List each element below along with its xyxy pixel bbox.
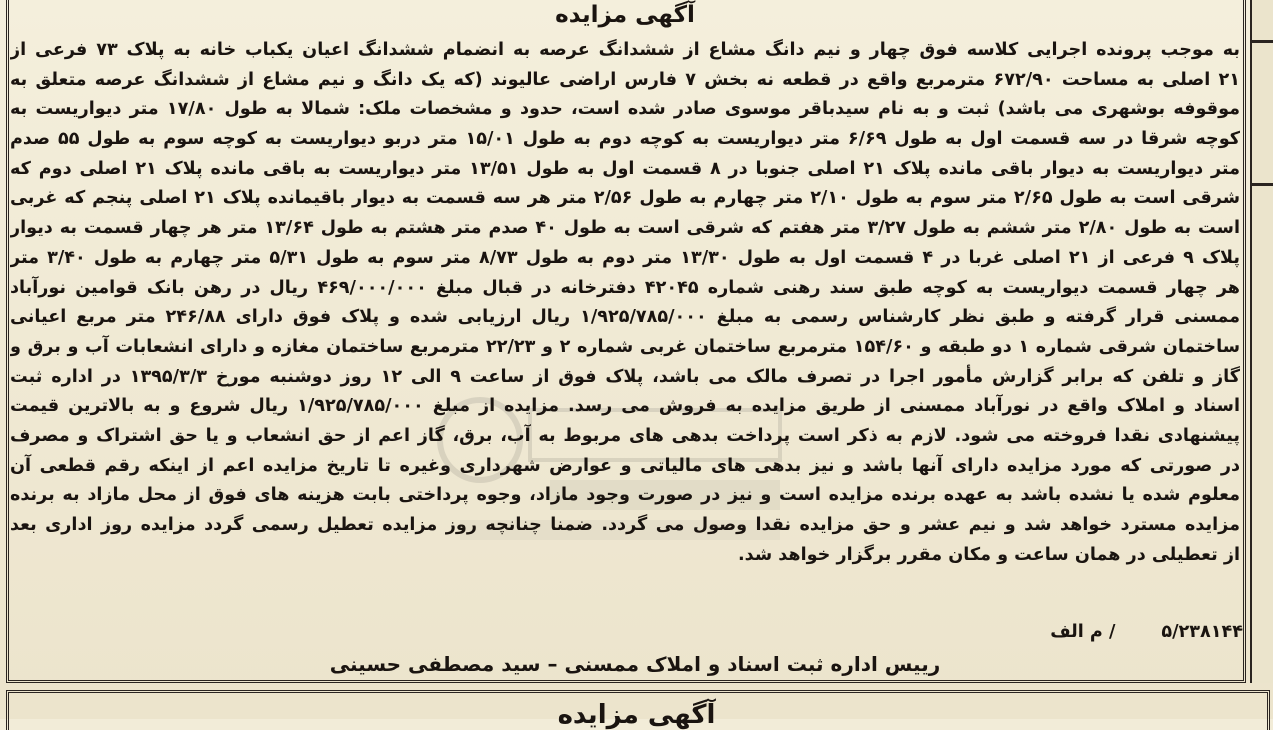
notice-body-line: شرقی است به طول ۲/۶۵ متر سوم به طول ۲/۱۰ متر چهارم به طول ۲/۵۶ متر هر سه قسمت به دیوار باقیمانده پلاک ۲۱ اصلی پنجم که غربی (10, 188, 1240, 209)
next-notice-title: آگهی مزایده (557, 700, 716, 730)
notice-body-line: هر چهار قسمت دیواریست به کوچه طبق سند رهنی شماره ۴۲۰۴۵ دفترخانه در قبال مبلغ ۴۶۹/۰۰۰/۰۰۰ ریال در رهن بانک قوامین نورآباد (10, 277, 1240, 298)
notice-body-line: گاز و تلفن که برابر گزارش مأمور اجرا در تصرف مالک می باشد، پلاک فوق از ساعت ۹ الی ۱۲ روز دوشنبه مورخ ۱۳۹۵/۳/۳ در اداره ثبت (10, 366, 1240, 387)
notice-body (10, 36, 1240, 570)
reference-number: ۱۴۴/ م الف (1050, 622, 1243, 642)
adjacent-column-edge (1250, 0, 1273, 683)
notice-body-line: اسناد و املاک واقع در نورآباد ممسنی از طریق مزایده به فروش می رسد. مزایده از مبلغ ۱/۹۲۵/۷۸۵/۰۰۰ ریال شروع و به بالاترین قیمت (10, 396, 1240, 417)
reference-line (1004, 622, 1243, 642)
notice-body-line: پلاک ۹ فرعی از ۲۱ اصلی غربا در ۴ قسمت اول به طول ۱۳/۳۰ متر دوم به طول ۸/۷۳ متر سوم به طول ۵/۳۱ متر چهارم به طول ۳/۴۰ متر (10, 247, 1240, 268)
signature-line: رییس اداره ثبت اسناد و املاک ممسنی – سید مصطفی حسینی (329, 652, 941, 676)
notice-body-line: ممسنی قرار گرفته و طبق نظر کارشناس رسمی به مبلغ ۱/۹۲۵/۷۸۵/۰۰۰ ریال ارزیابی شده و پلاک فوق دارای ۲۴۶/۸۸ متر مربع اعیانی (10, 307, 1240, 328)
notice-title: آگهی مزایده (555, 2, 695, 28)
reference-code: ۵/۲۳۸ (1161, 622, 1211, 642)
notice-body-line: از تعطیلی در همان ساعت و مکان مقرر برگزار خواهد شد. (737, 544, 1240, 565)
notice-body-line: مزایده مسترد خواهد شد و نیم عشر و حق مزایده نقدا وصول می گردد. ضمنا چنانچه روز مزایده تعطیل رسمی گردد مزایده روز اداری بعد (10, 515, 1240, 535)
notice-body-line: متر دیواریست به دیوار باقی مانده پلاک ۲۱ اصلی جنوبا در ۸ قسمت اول به طول ۱۳/۵۱ متر دیواریست به باقی مانده پلاک ۲۱ اصلی دوم که (10, 158, 1240, 179)
notice-body-line: ۲۱ اصلی به مساحت ۶۷۲/۹۰ مترمربع واقع در قطعه نه بخش ۷ فارس اراضی عالیوند (که یک دانگ و نیم مشاع از ششدانگ عرصه متعلق به (10, 69, 1240, 90)
notice-body-line: است به طول ۲/۸۰ متر ششم به طول ۳/۲۷ متر هفتم که شرقی است به طول ۴۰ صدم متر هشتم به طول ۱۳/۶۴ متر هر چهار قسمت به دیوار (10, 218, 1240, 239)
notice-body-line: ساختمان شرقی شماره ۱ دو طبقه و ۱۵۴/۶۰ مترمربع ساختمان غربی شماره ۲ و ۲۲/۲۳ مترمربع ساختمان مغازه و دارای انشعابات آب و برق و (10, 336, 1240, 357)
notice-body-line: کوچه شرقا در سه قسمت اول به طول ۶/۶۹ متر دیواریست به کوچه دوم به طول ۱۵/۰۱ متر دربو دیواریست به کوچه سوم به طول ۵۵ صدم (10, 129, 1240, 150)
notice-body-line: پیشنهادی نقدا فروخته می شود. لازم به ذکر است پرداخت بدهی های مربوط به آب، برق، گاز اعم از حق انشعاب و یا حق اشتراک و مصرف (10, 425, 1240, 446)
notice-body-line: به موجب پرونده اجرایی کلاسه فوق چهار و نیم دانگ مشاع از ششدانگ عرصه به انضمام ششدانگ اعیان یکباب خانه به پلاک ۷۳ فرعی از (10, 40, 1240, 60)
notice-body-line: موقوفه بوشهری می باشد) ثبت و به نام سیدباقر موسوی صادر شده است، حدود و مشخصات ملک: شمالا به طول ۱۷/۸۰ متر دیواریست به (10, 99, 1240, 120)
notice-body-line: معلوم شده یا نشده باشد به عهده برنده مزایده است و نیز در صورت وجود مازاد، وجوه پرداختی بابت هزینه های فوق از محل مازاد به برنده (10, 485, 1240, 506)
notice-body-line: در صورتی که مورد مزایده دارای آنها باشد و نیز بدهی های مالیاتی و عوارض شهرداری وغیره تا تاریخ مزایده اعم از اینکه رقم قطعی آن (10, 455, 1240, 476)
